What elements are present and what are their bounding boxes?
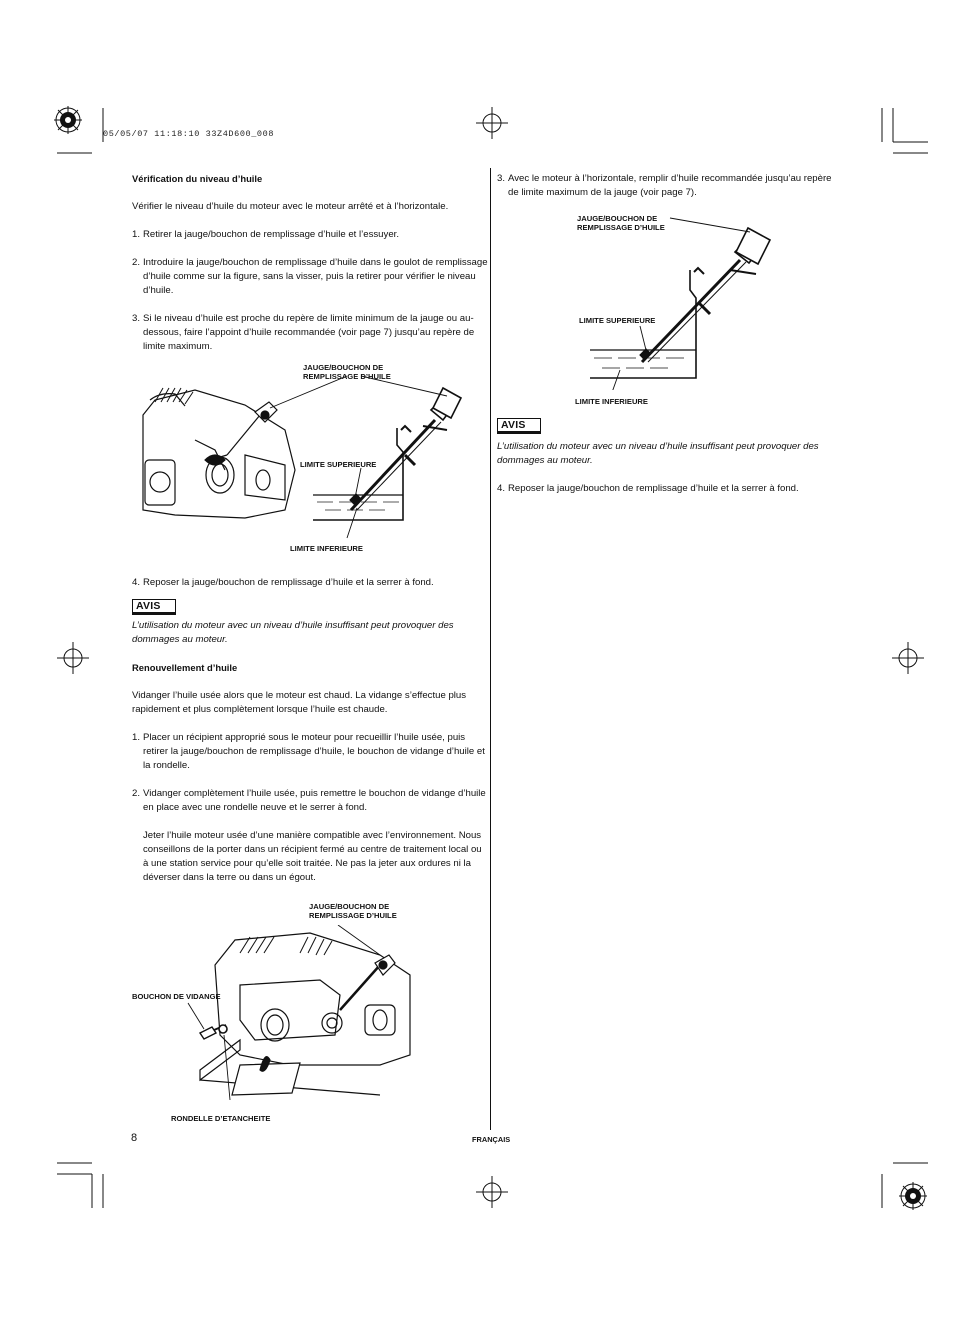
right-column-bottom	[497, 418, 842, 496]
list-item: 4. Reposer la jauge/bouchon de remplissage d’huile et la serrer à fond.	[132, 577, 434, 588]
list-item: 2. Vidanger complètement l’huile usée, puis remettre le bouchon de vidange d’huile en place avec une rondelle neuve et le serrer à fond.	[132, 788, 486, 813]
notice-badge: AVIS	[497, 418, 541, 432]
list-item: 3. Avec le moteur à l’horizontale, remplir d’huile recommandée jusqu’au repère de limite maximum de la jauge (voir page 7).	[497, 173, 832, 198]
notice-badge: AVIS	[132, 599, 176, 613]
fig2-label-drain-plug: BOUCHON DE VIDANGE	[132, 992, 221, 1001]
language-label: FRANÇAIS	[472, 1135, 511, 1144]
notice-text: L’utilisation du moteur avec un niveau d’huile insuffisant peut provoquer des dommages au moteur.	[497, 441, 819, 466]
list-item: 1. Retirer la jauge/bouchon de remplissage d’huile et l’essuyer.	[132, 229, 399, 240]
figure-oil-drain	[180, 925, 420, 1110]
fig1-label-upper-limit: LIMITE SUPERIEURE	[300, 460, 377, 469]
figure-oil-fill	[580, 210, 790, 390]
intro2-paragraph: Vidanger l’huile usée alors que le moteur est chaud. La vidange s’effectue plus rapidement et plus complètement lorsque l’huile est chaude.	[132, 690, 467, 715]
disposal-note: Jeter l’huile moteur usée d’une manière compatible avec l’environnement. Nous conseillons de la porter dans un récipient fermé au centre de traitement local ou à une station service pour qu’elle soit traitée. Ne pas la jeter aux ordures ni la déverser dans la terre ou dans un égout.	[143, 830, 482, 883]
fig2-label-washer: RONDELLE D’ETANCHEITE	[171, 1114, 271, 1123]
fig2-label-cap: JAUGE/BOUCHON DE REMPLISSAGE D’HUILE	[309, 902, 397, 920]
fig1-label-cap: JAUGE/BOUCHON DE REMPLISSAGE D’HUILE	[303, 363, 391, 381]
list-item: 2. Introduire la jauge/bouchon de remplissage d’huile dans le goulot de remplissage d’huile comme sur la figure, sans la visser, puis la retirer pour vérifier le niveau d’huile.	[132, 257, 488, 296]
list-item: 3. Si le niveau d’huile est proche du repère de limite minimum de la jauge ou au-dessous, faire l’appoint d’huile recommandée (voir page 7) jusqu’au repère de limite maximum.	[132, 313, 475, 352]
fig1-label-lower-limit: LIMITE INFERIEURE	[290, 544, 363, 553]
column-divider	[490, 168, 491, 1130]
list-item: 1. Placer un récipient approprié sous le moteur pour recueillir l’huile usée, puis retirer la jauge/bouchon de remplissage d’huile, le bouchon de vidange d’huile et la rondelle.	[132, 732, 485, 771]
fig3-label-upper-limit: LIMITE SUPERIEURE	[579, 316, 656, 325]
intro-paragraph: Vérifier le niveau d’huile du moteur avec le moteur arrêté et à l’horizontale.	[132, 201, 449, 212]
list-item: 4. Reposer la jauge/bouchon de remplissage d’huile et la serrer à fond.	[497, 483, 799, 494]
section-title-oil-check: Vérification du niveau d’huile	[132, 173, 263, 184]
notice-text: L’utilisation du moteur avec un niveau d’huile insuffisant peut provoquer des dommages au moteur.	[132, 620, 454, 645]
left-column-bottom	[132, 576, 488, 885]
page-number: 8	[131, 1132, 138, 1144]
left-column-top	[132, 172, 488, 354]
print-stamp: 05/05/07 11:18:10 33Z4D600_008	[103, 129, 275, 139]
right-column-top	[497, 172, 842, 200]
section-title-oil-change: Renouvellement d’huile	[132, 662, 238, 673]
fig3-label-lower-limit: LIMITE INFERIEURE	[575, 397, 648, 406]
fig3-label-cap: JAUGE/BOUCHON DE REMPLISSAGE D’HUILE	[577, 214, 665, 232]
